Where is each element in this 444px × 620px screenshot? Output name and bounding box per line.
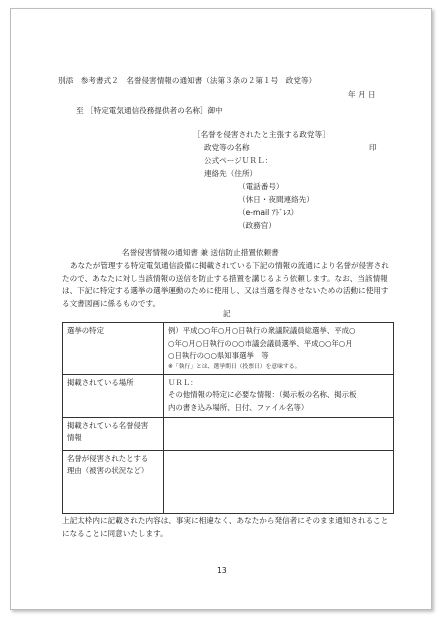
addressee: 至 ［特定電気通信役務提供者の名称］御中	[76, 106, 223, 115]
ki-mark: 記	[223, 309, 231, 318]
footer-paragraph: 上記太枠内に記載された内容は、事実に相違なく、あなたから発信者にそのまま通知されることになることに同意いたします。	[62, 516, 389, 538]
defamatory-info-line-1: 掲載されている名誉侵害	[67, 420, 149, 430]
sender-phone: （電話番号）	[238, 182, 284, 191]
subject-line: 名誉侵害情報の通知書 兼 送信防止措置依頼書	[122, 248, 279, 257]
seal-mark: 印	[369, 143, 377, 152]
sender-name-label: 政党等の名称	[204, 143, 250, 152]
election-line-2: ○年○月○日執行の○○市議会議員選挙、平成○○年○月	[168, 338, 353, 348]
value-location	[164, 374, 394, 417]
label-location-text: 掲載されている場所	[67, 377, 134, 387]
page-number: 13	[217, 566, 227, 575]
reason-line-2: 理由（被害の状況など）	[67, 466, 149, 475]
election-line-1: 例）平成○○年○月○日執行の衆議院議員総選挙、平成○	[168, 326, 356, 335]
location-line-2: その他情報の特定に必要な情報：（掲示板の名称、掲示板	[168, 390, 357, 399]
election-line-3: ○日執行の○○県知事選挙 等	[168, 351, 269, 360]
document-date: 年 月 日	[348, 90, 376, 99]
value-reason	[164, 450, 394, 513]
table-row	[63, 450, 394, 513]
sender-holiday-contact: （休日・夜間連絡先）	[238, 195, 314, 204]
document-title: 別添 参考書式２ 名誉侵害情報の通知書（法第３条の２第１号 政党等）	[58, 76, 317, 85]
label-election-text: 選挙の特定	[67, 326, 104, 335]
table-row	[63, 417, 394, 450]
reason-line-1: 名誉が侵害されたとする	[67, 453, 149, 463]
value-defamatory-info	[164, 417, 394, 450]
defamatory-info-line-2: 情報	[67, 433, 82, 442]
election-note: ※「執行」とは、選挙期日（投票日）を意味する。	[168, 363, 301, 370]
sender-contact-label: 連絡先（住所）	[204, 169, 258, 178]
value-election	[164, 323, 394, 375]
table-row	[63, 323, 394, 375]
sender-officer: （政務官）	[238, 221, 276, 230]
body-paragraph: あなたが管理する特定電気通信設備に掲載されている下記の情報の流通により名誉が侵害されたので、あなたに対し当該情報の送信を防止する措置を講じるよう依頼します。なお、当該情報は、下記に特定する選挙の選挙運動のために使用し、又は当選を得させないための活動に使用する文書図画に係るものです。	[62, 261, 389, 308]
label-reason	[63, 450, 164, 513]
location-line-3: 内の書き込み場所、日付、ファイル名等）	[168, 402, 309, 412]
label-election	[63, 323, 164, 375]
label-location	[63, 374, 164, 417]
label-defamatory-info	[63, 417, 164, 450]
sender-email: （e-mail ｱﾄﾞﾚｽ）	[238, 208, 299, 217]
notice-table	[62, 322, 394, 514]
location-line-1: ＵＲＬ：	[168, 377, 198, 387]
table-row	[63, 374, 394, 417]
sender-heading: ［名誉を侵害されたと主張する政党等］	[193, 130, 330, 139]
sender-url-label: 公式ページＵＲＬ：	[204, 156, 273, 165]
